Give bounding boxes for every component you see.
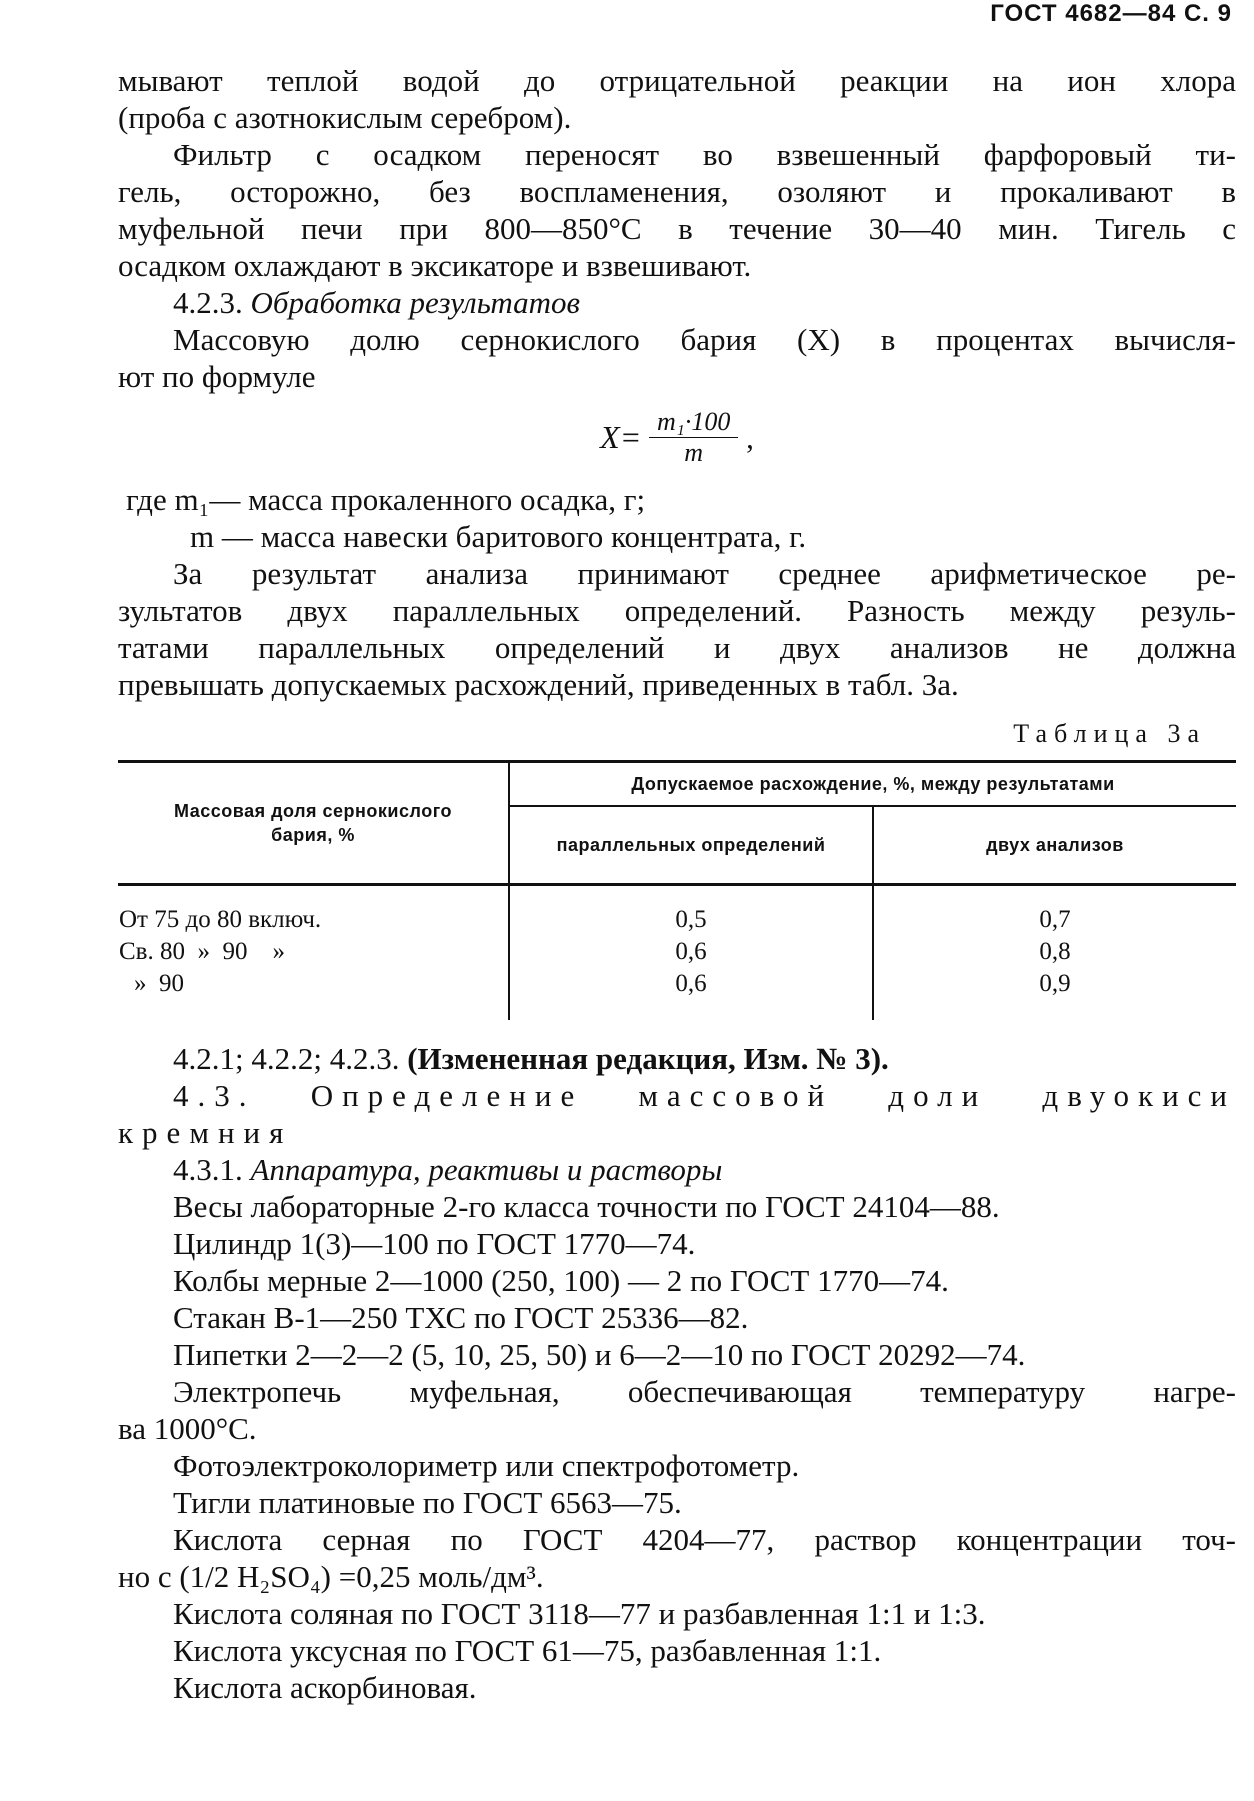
paragraph-line: превышать допускаемых расхождений, приведенных в табл. 3а. [118, 667, 959, 702]
paragraph-line: Электропечь муфельная, обеспечивающая температуру нагре- [173, 1374, 1236, 1409]
paragraph-line: ют по формуле [118, 359, 316, 394]
section-number: 4.3.1. [173, 1152, 243, 1187]
column-header-two-analyses: двух анализов [873, 806, 1236, 885]
table-3a [118, 760, 1236, 1020]
section-title: Обработка результатов [250, 285, 581, 320]
list-item: Кислота соляная по ГОСТ 3118—77 и разбавленная 1:1 и 1:3. [173, 1596, 986, 1631]
row-label: » 90 [134, 970, 184, 997]
amendment-refs: 4.2.1; 4.2.2; 4.2.3. [173, 1041, 400, 1076]
list-item: Кислота аскорбиновая. [173, 1670, 477, 1705]
section-title-continued: кремния [118, 1115, 293, 1150]
where-line: где m₁— масса прокаленного осадка, г; [126, 482, 646, 517]
section-heading-4-3 [118, 1077, 1236, 1114]
cell-parallel: 0,5 [509, 885, 873, 939]
section-heading-4-2-3 [118, 284, 1236, 321]
section-title: Определение массовой доли двуокиси [310, 1078, 1237, 1113]
section-number: 4.3. [173, 1078, 256, 1113]
list-item: Пипетки 2—2—2 (5, 10, 25, 50) и 6—2—10 по ГОСТ 20292—74. [173, 1337, 1026, 1372]
list-item: Фотоэлектроколориметр или спектрофотометр. [173, 1448, 800, 1483]
paragraph-line: зультатов двух параллельных определений. Разность между резуль- [118, 593, 1236, 628]
paragraph-line: гель, осторожно, без воспламенения, озоляют и прокаливают в [118, 174, 1236, 209]
cell-two-analyses: 0,7 [873, 885, 1236, 939]
formula-lhs: X= [600, 419, 642, 455]
section-heading-4-3-1 [118, 1151, 1236, 1188]
row-label: Св. 80 » 90 » [119, 938, 285, 965]
paragraph-line: Фильтр с осадком переносят во взвешенный фарфоровый ти- [173, 137, 1236, 172]
table-row [118, 970, 1236, 1020]
document-body [118, 62, 1236, 1706]
paragraph-line: муфельной печи при 800—850°С в течение 30—40 мин. Тигель с [118, 211, 1236, 246]
page-header: ГОСТ 4682—84 С. 9 [990, 0, 1232, 27]
formula-numerator: m₁·100 [649, 407, 738, 438]
paragraph-line: Кислота серная по ГОСТ 4204—77, раствор концентрации точ- [173, 1522, 1236, 1557]
paragraph-line: татами параллельных определений и двух анализов не должна [118, 630, 1236, 665]
cell-parallel: 0,6 [509, 970, 873, 1020]
table-row [118, 885, 1236, 939]
section-title: Аппаратура, реактивы и растворы [250, 1152, 723, 1187]
paragraph-line: За результат анализа принимают среднее арифметическое ре- [173, 556, 1236, 591]
amendment-text: (Измененная редакция, Изм. № 3). [407, 1041, 889, 1076]
cell-two-analyses: 0,8 [873, 938, 1236, 970]
amendment-note [118, 1040, 1236, 1077]
paragraph-line: Массовую долю сернокислого бария (X) в процентах вычисля- [173, 322, 1236, 357]
formula-fraction [649, 407, 738, 468]
column-header-mass-fraction: Массовая доля сернокислого бария, % [118, 762, 509, 885]
formula-comma: , [746, 420, 754, 455]
list-item: Тигли платиновые по ГОСТ 6563—75. [173, 1485, 682, 1520]
row-label: От 75 до 80 включ. [119, 906, 322, 933]
paragraph-line: но c (1/2 H₂SO₄) =0,25 моль/дм³. [118, 1559, 544, 1594]
paragraph-line: (проба с азотнокислым серебром). [118, 100, 572, 135]
table-row [118, 938, 1236, 970]
column-header-allowed-deviation: Допускаемое расхождение, %, между результатами [509, 762, 1236, 807]
paragraph-line: ва 1000°С. [118, 1411, 257, 1446]
list-item: Колбы мерные 2—1000 (250, 100) — 2 по ГОСТ 1770—74. [173, 1263, 949, 1298]
paragraph-line: мывают теплой водой до отрицательной реакции на ион хлора [118, 63, 1236, 98]
list-item: Весы лабораторные 2-го класса точности по ГОСТ 24104—88. [173, 1189, 1000, 1224]
list-item: Стакан В-1—250 ТХС по ГОСТ 25336—82. [173, 1300, 749, 1335]
cell-two-analyses: 0,9 [873, 970, 1236, 1020]
paragraph-line: осадком охлаждают в эксикаторе и взвешивают. [118, 248, 752, 283]
table-caption: Таблица 3а [1013, 719, 1206, 748]
column-header-parallel: параллельных определений [509, 806, 873, 885]
cell-parallel: 0,6 [509, 938, 873, 970]
formula-denominator: m [684, 438, 704, 467]
where-line: m — масса навески баритового концентрата, г. [190, 519, 807, 554]
list-item: Цилиндр 1(3)—100 по ГОСТ 1770—74. [173, 1226, 696, 1261]
list-item: Кислота уксусная по ГОСТ 61—75, разбавленная 1:1. [173, 1633, 882, 1668]
formula [118, 407, 1236, 467]
section-number: 4.2.3. [173, 285, 243, 320]
